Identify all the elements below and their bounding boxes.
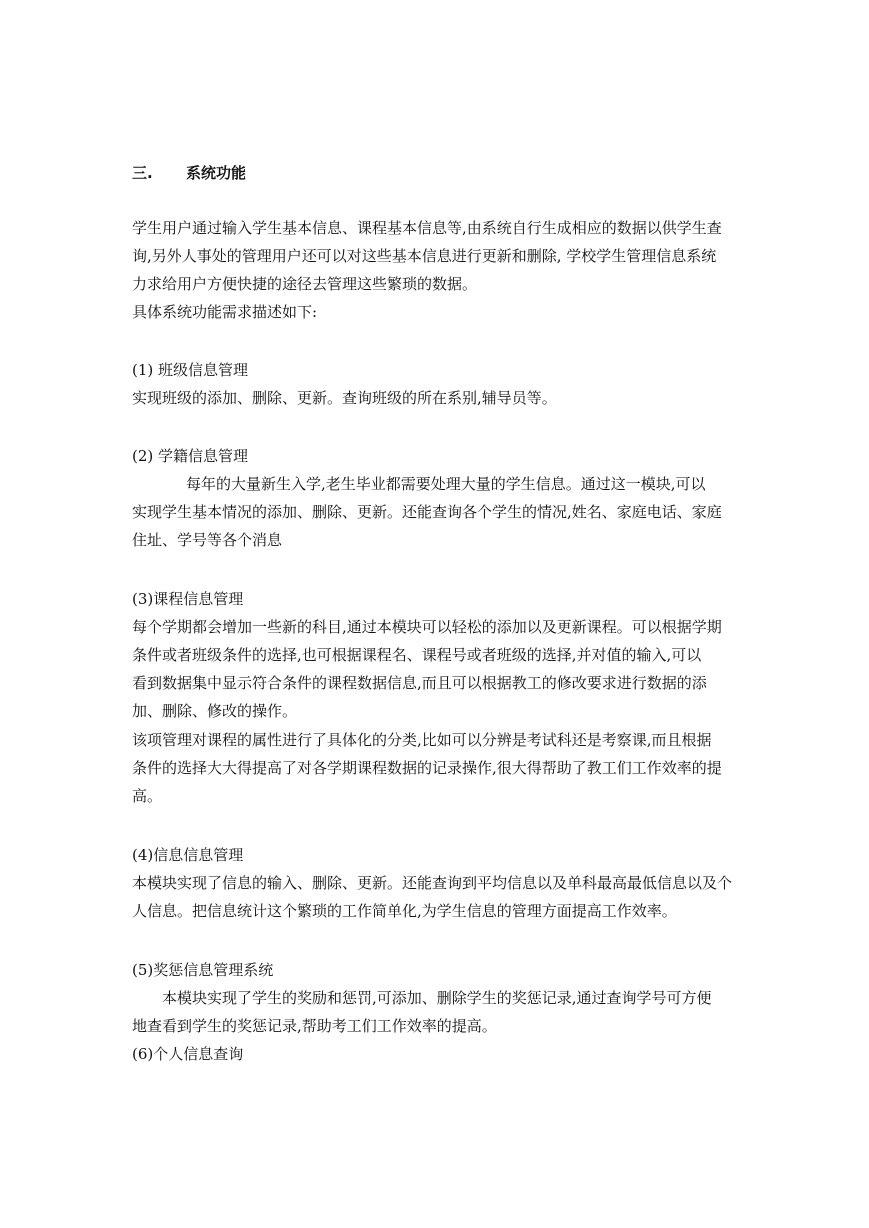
module-2-line-3: 住址、学号等各个消息 — [132, 531, 283, 549]
module-4-heading: (4)信息信息管理 — [132, 846, 244, 864]
intro-line-4: 具体系统功能需求描述如下: — [132, 303, 318, 321]
module-5-line-1: 本模块实现了学生的奖励和惩罚,可添加、删除学生的奖惩记录,通过查询学号可方便 — [162, 989, 712, 1007]
module-3-line-2: 条件或者班级条件的选择,也可根据课程名、课程号或者班级的选择,并对值的输入,可以 — [132, 646, 702, 664]
module-3-line-6: 条件的选择大大得提高了对各学期课程数据的记录操作,很大得帮助了教工们工作效率的提 — [132, 759, 722, 777]
module-1-line-1: 实现班级的添加、删除、更新。查询班级的所在系别,辅导员等。 — [132, 389, 557, 407]
module-6-heading: (6)个人信息查询 — [132, 1045, 244, 1063]
module-5-line-2: 地查看到学生的奖惩记录,帮助考工们工作效率的提高。 — [132, 1017, 497, 1035]
module-3-line-3: 看到数据集中显示符合条件的课程数据信息,而且可以根据教工的修改要求进行数据的添 — [132, 674, 707, 692]
module-4-line-2: 人信息。把信息统计这个繁琐的工作简单化,为学生信息的管理方面提高工作效率。 — [132, 902, 677, 920]
module-1-heading: (1) 班级信息管理 — [132, 361, 249, 379]
module-2-heading: (2) 学籍信息管理 — [132, 447, 249, 465]
module-2-line-1: 每年的大量新生入学,老生毕业都需要处理大量的学生信息。通过这一模块,可以 — [186, 475, 706, 493]
module-5-heading: (5)奖惩信息管理系统 — [132, 961, 274, 979]
module-2-line-2: 实现学生基本情况的添加、删除、更新。还能查询各个学生的情况,姓名、家庭电话、家庭 — [132, 503, 722, 521]
module-3-line-7: 高。 — [132, 787, 163, 805]
module-3-line-5: 该项管理对课程的属性进行了具体化的分类,比如可以分辨是考试科还是考察课,而且根据 — [132, 731, 712, 749]
intro-line-2: 询,另外人事处的管理用户还可以对这些基本信息进行更新和删除, 学校学生管理信息系统 — [132, 247, 717, 265]
module-3-line-1: 每个学期都会增加一些新的科目,通过本模块可以轻松的添加以及更新课程。可以根据学期 — [132, 618, 722, 636]
section-heading — [132, 163, 246, 183]
section-title: 系统功能 — [186, 164, 247, 182]
intro-line-1: 学生用户通过输入学生基本信息、课程基本信息等,由系统自行生成相应的数据以供学生查 — [132, 219, 722, 237]
module-3-heading: (3)课程信息管理 — [132, 590, 244, 608]
intro-line-3: 力求给用户方便快捷的途径去管理这些繁琐的数据。 — [132, 275, 478, 293]
module-3-line-4: 加、删除、修改的操作。 — [132, 702, 298, 720]
section-number: 三. — [132, 164, 153, 182]
module-4-line-1: 本模块实现了信息的输入、删除、更新。还能查询到平均信息以及单科最高最低信息以及个 — [132, 874, 733, 892]
